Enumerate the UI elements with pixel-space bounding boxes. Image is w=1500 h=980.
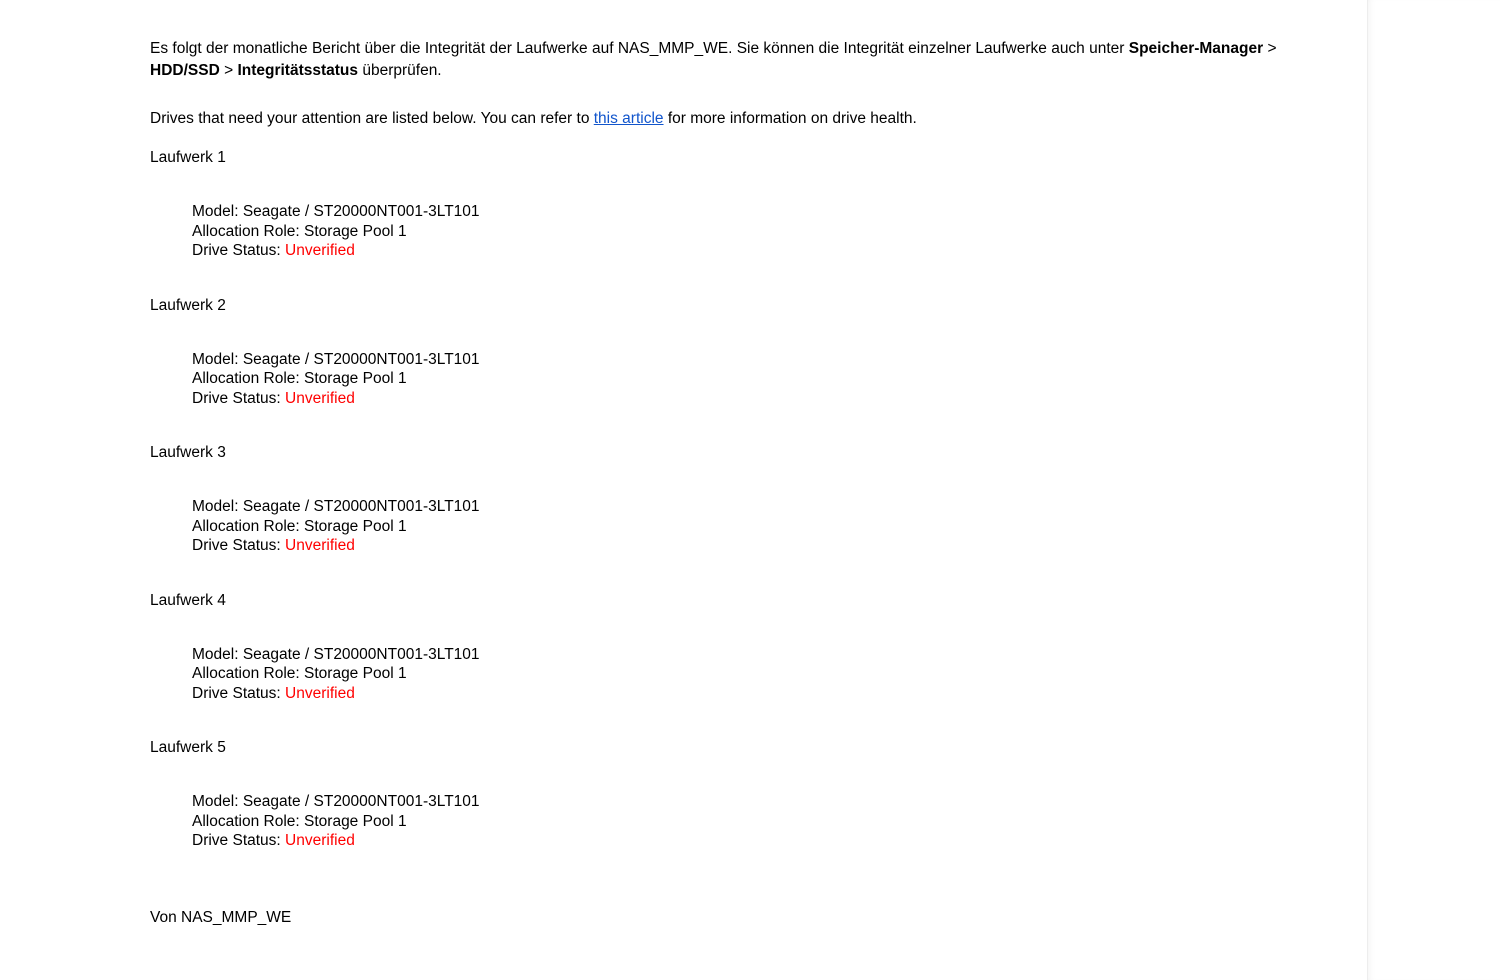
drive-model-value: Seagate / ST20000NT001-3LT101 bbox=[242, 793, 480, 810]
drive-allocation-line bbox=[192, 369, 1315, 389]
drive-allocation-value: Storage Pool 1 bbox=[304, 370, 407, 387]
drive-allocation-value: Storage Pool 1 bbox=[304, 222, 407, 240]
drive-model-line bbox=[192, 202, 1315, 222]
drive-allocation-value: Storage Pool 1 bbox=[304, 665, 407, 682]
drive-model-line bbox=[192, 497, 1315, 517]
intro-paragraph bbox=[150, 38, 1315, 82]
drive-allocation-line bbox=[192, 812, 1315, 832]
drive-details bbox=[192, 645, 1315, 704]
attention-text-before-link: Drives that need your attention are listed below. You can refer to bbox=[150, 110, 594, 127]
document-content bbox=[150, 38, 1315, 944]
drive-status-label: Drive Status: bbox=[192, 242, 286, 259]
intro-text-part1: Es folgt der monatliche Bericht über die Integrität der Laufwerke auf NAS_MMP_WE. Sie können die Integrität einzelner Laufwerke auch unter bbox=[150, 40, 1129, 57]
drive-details bbox=[192, 202, 1315, 261]
drive-health-article-link[interactable]: this article bbox=[593, 110, 664, 127]
drive-model-label: Model: bbox=[192, 793, 243, 810]
drive-block bbox=[150, 737, 1315, 851]
drive-title: Laufwerk 5 bbox=[150, 739, 226, 756]
drive-status-label: Drive Status: bbox=[192, 389, 286, 407]
drive-allocation-line bbox=[192, 517, 1315, 537]
drive-status-line bbox=[192, 831, 1315, 851]
intro-text-part2: überprüfen. bbox=[358, 62, 442, 79]
drive-status-value: Unverified bbox=[285, 389, 355, 407]
attention-paragraph bbox=[150, 108, 1315, 130]
drive-details bbox=[192, 792, 1315, 851]
drive-status-value: Unverified bbox=[285, 537, 355, 554]
drive-model-value: Seagate / ST20000NT001-3LT101 bbox=[242, 645, 480, 663]
drive-allocation-line bbox=[192, 222, 1315, 242]
drive-status-value: Unverified bbox=[285, 684, 355, 702]
drive-allocation-label: Allocation Role: bbox=[192, 812, 305, 830]
drive-details bbox=[192, 350, 1315, 409]
drive-model-label: Model: bbox=[192, 498, 243, 515]
drive-status-label: Drive Status: bbox=[192, 832, 286, 849]
drive-allocation-label: Allocation Role: bbox=[192, 370, 305, 387]
drive-status-line bbox=[192, 536, 1315, 556]
drive-title: Laufwerk 1 bbox=[150, 149, 226, 166]
drive-model-label: Model: bbox=[192, 645, 243, 663]
drive-title: Laufwerk 2 bbox=[150, 296, 226, 314]
drive-details bbox=[192, 497, 1315, 556]
drive-status-line bbox=[192, 684, 1315, 704]
drive-block bbox=[150, 590, 1315, 704]
drive-title: Laufwerk 3 bbox=[150, 444, 226, 461]
drive-allocation-label: Allocation Role: bbox=[192, 517, 305, 535]
drive-allocation-line bbox=[192, 664, 1315, 684]
drive-status-value: Unverified bbox=[285, 242, 355, 259]
drive-allocation-label: Allocation Role: bbox=[192, 222, 305, 240]
drive-block bbox=[150, 147, 1315, 261]
drive-status-line bbox=[192, 241, 1315, 261]
intro-separator-1: > bbox=[1263, 40, 1277, 57]
drive-model-line bbox=[192, 792, 1315, 812]
drive-title: Laufwerk 4 bbox=[150, 591, 226, 609]
intro-bold-storage-manager: Speicher-Manager bbox=[1128, 40, 1264, 57]
page-right-margin-shading bbox=[1367, 0, 1500, 980]
drive-model-label: Model: bbox=[192, 203, 243, 220]
drive-allocation-value: Storage Pool 1 bbox=[304, 812, 407, 830]
drive-status-value: Unverified bbox=[285, 832, 355, 849]
attention-text-after-link: for more information on drive health. bbox=[663, 110, 917, 127]
drive-status-label: Drive Status: bbox=[192, 537, 286, 554]
drive-allocation-value: Storage Pool 1 bbox=[304, 517, 407, 535]
drive-model-line bbox=[192, 645, 1315, 665]
drive-model-value: Seagate / ST20000NT001-3LT101 bbox=[242, 203, 480, 220]
drive-model-value: Seagate / ST20000NT001-3LT101 bbox=[242, 350, 480, 368]
intro-separator-2: > bbox=[219, 62, 238, 79]
drive-allocation-label: Allocation Role: bbox=[192, 665, 305, 682]
intro-bold-hdd-ssd: HDD/SSD bbox=[150, 62, 220, 79]
drive-model-value: Seagate / ST20000NT001-3LT101 bbox=[242, 498, 480, 515]
drive-block bbox=[150, 295, 1315, 409]
drive-block bbox=[150, 442, 1315, 556]
drive-status-label: Drive Status: bbox=[192, 684, 286, 702]
document-footer: Von NAS_MMP_WE bbox=[150, 908, 292, 926]
drive-model-line bbox=[192, 350, 1315, 370]
drive-status-line bbox=[192, 389, 1315, 409]
intro-bold-integritaetsstatus: Integritätsstatus bbox=[237, 62, 359, 79]
drive-model-label: Model: bbox=[192, 350, 243, 368]
